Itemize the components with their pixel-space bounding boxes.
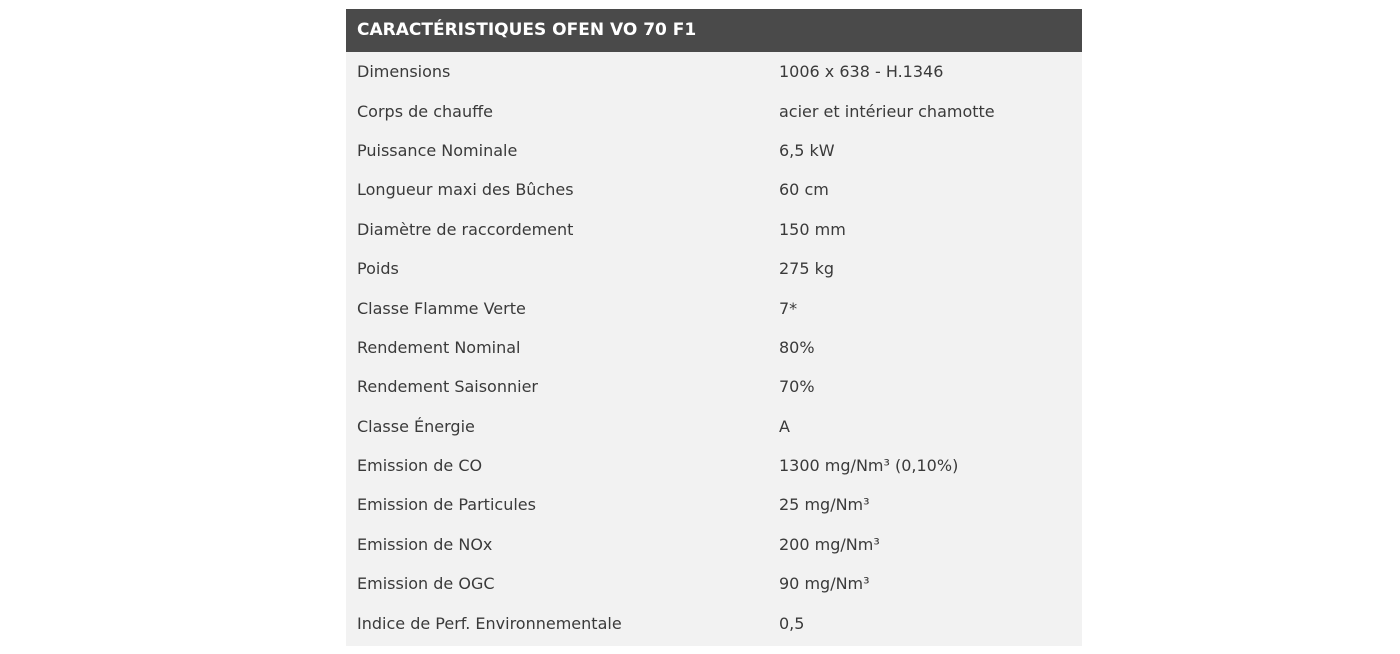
row-label: Poids [357, 259, 399, 279]
table-row [346, 367, 1082, 406]
table-row [346, 170, 1082, 209]
table-row [346, 131, 1082, 170]
row-value: acier et intérieur chamotte [779, 101, 995, 121]
row-value: 7* [779, 298, 798, 318]
row-label: Dimensions [357, 62, 451, 82]
row-value: 200 mg/Nm³ [779, 534, 880, 554]
row-label: Emission de OGC [357, 574, 495, 594]
row-label: Emission de Particules [357, 495, 536, 515]
row-label: Classe Flamme Verte [357, 298, 526, 318]
row-value: 80% [779, 337, 815, 357]
spec-table [346, 9, 1082, 646]
table-row [346, 52, 1082, 91]
row-value: 70% [779, 377, 815, 397]
table-row [346, 249, 1082, 288]
row-label: Emission de CO [357, 456, 483, 476]
table-row [346, 485, 1082, 524]
table-row [346, 446, 1082, 485]
table-row [346, 288, 1082, 327]
row-value: 150 mm [779, 219, 846, 239]
row-label: Longueur maxi des Bûches [357, 180, 574, 200]
row-value: 0,5 [779, 613, 805, 633]
spec-table-title: CARACTÉRISTIQUES OFEN VO 70 F1 [346, 9, 1082, 52]
table-row [346, 603, 1082, 642]
table-row [346, 210, 1082, 249]
row-value: 90 mg/Nm³ [779, 574, 870, 594]
row-label: Puissance Nominale [357, 140, 518, 160]
row-label: Indice de Perf. Environnementale [357, 613, 622, 633]
table-row [346, 328, 1082, 367]
row-label: Rendement Nominal [357, 337, 521, 357]
table-row [346, 91, 1082, 130]
row-label: Rendement Saisonnier [357, 377, 538, 397]
row-value: 60 cm [779, 180, 829, 200]
row-label: Corps de chauffe [357, 101, 493, 121]
row-value: 275 kg [779, 259, 835, 279]
row-label: Emission de NOx [357, 534, 493, 554]
row-value: 1300 mg/Nm³ (0,10%) [779, 456, 959, 476]
spec-table-body [346, 52, 1082, 646]
row-label: Diamètre de raccordement [357, 219, 574, 239]
row-value: 6,5 kW [779, 140, 835, 160]
table-row [346, 407, 1082, 446]
row-value: A [779, 416, 790, 436]
table-row [346, 564, 1082, 603]
row-label: Classe Énergie [357, 416, 475, 436]
table-row [346, 525, 1082, 564]
row-value: 1006 x 638 - H.1346 [779, 62, 944, 82]
row-value: 25 mg/Nm³ [779, 495, 870, 515]
